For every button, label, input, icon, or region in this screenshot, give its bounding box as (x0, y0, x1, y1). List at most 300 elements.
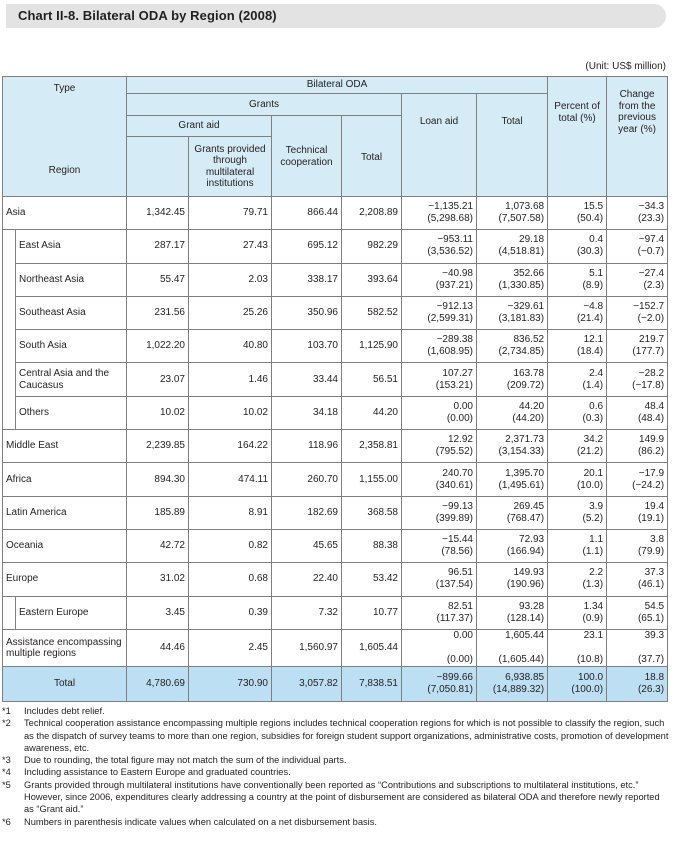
loan-aid-value (402, 430, 477, 463)
change-value (607, 230, 668, 263)
footnote-mark: *1 (2, 706, 11, 716)
multilateral-value: 164.22 (189, 430, 272, 463)
percent-value-gross: 0.6 (589, 400, 604, 412)
multilateral-value: 474.11 (189, 463, 272, 496)
change-value-gross: 3.8 (650, 534, 665, 546)
percent-value-net: (1.4) (582, 379, 604, 391)
region-name: East Asia (16, 230, 127, 263)
technical-cooperation-value: 22.40 (272, 563, 342, 596)
loan-aid-value-net: (795.52) (435, 446, 473, 458)
footnote-mark: *5 (2, 779, 11, 790)
indent-spacer (3, 396, 16, 429)
percent-value-net: (100.0) (571, 683, 604, 695)
percent-value (548, 263, 607, 296)
loan-aid-value-gross: 240.70 (442, 467, 473, 479)
change-value-net: (19.1) (637, 512, 665, 524)
percent-value-gross: 20.1 (583, 467, 604, 479)
loan-aid-value-gross: −99.13 (442, 500, 473, 512)
footnote-text: Including assistance to Eastern Europe and graduated countries. (24, 767, 291, 778)
total-value (477, 363, 548, 396)
grants-total-value: 44.20 (342, 396, 402, 429)
technical-cooperation-value: 33.44 (272, 363, 342, 396)
grant-aid-value: 3.45 (127, 596, 189, 629)
table-row (3, 496, 668, 529)
loan-aid-value-gross: 96.51 (447, 567, 473, 579)
loan-aid-value-gross: −899.66 (436, 671, 473, 683)
percent-value (548, 463, 607, 496)
percent-value (548, 296, 607, 329)
change-value (607, 430, 668, 463)
percent-value-gross: 0.4 (589, 234, 604, 246)
multilateral-value: 1.46 (189, 363, 272, 396)
loan-aid-value-net: (340.61) (435, 479, 473, 491)
region-name: Middle East (3, 430, 127, 463)
percent-value (548, 330, 607, 363)
total-header: Total (477, 94, 548, 197)
footnotes (2, 705, 670, 828)
change-value-net: (−0.7) (637, 246, 665, 258)
footnote-mark: *3 (2, 755, 11, 766)
region-name: Assistance encompassing multiple regions (3, 629, 127, 666)
grant-aid-value: 894.30 (127, 463, 189, 496)
total-value (477, 496, 548, 529)
table-row (3, 363, 668, 396)
percent-value-gross: 1.1 (589, 534, 604, 546)
total-value (477, 330, 548, 363)
grants-total-value: 982.29 (342, 230, 402, 263)
grants-total-value: 53.42 (342, 563, 402, 596)
grants-total-value: 368.58 (342, 496, 402, 529)
region-name: Europe (3, 563, 127, 596)
grants-total-value: 2,358.81 (342, 430, 402, 463)
change-value-gross: −28.2 (638, 367, 665, 379)
total-value-gross: 72.93 (519, 534, 545, 546)
percent-value-net: (1.1) (582, 546, 604, 558)
percent-value-gross: 100.0 (578, 671, 604, 683)
loan-aid-value (402, 396, 477, 429)
total-value-net: (166.94) (506, 546, 545, 558)
change-value-net: (48.4) (637, 412, 665, 424)
indent-spacer (3, 230, 16, 263)
grant-aid-value: 2,239.85 (127, 430, 189, 463)
multilateral-value: 0.68 (189, 563, 272, 596)
change-value (607, 529, 668, 562)
percent-value (548, 529, 607, 562)
table-row (3, 197, 668, 230)
percent-value-gross: 3.9 (589, 500, 604, 512)
loan-aid-value (402, 296, 477, 329)
total-value (477, 596, 548, 629)
total-value-gross: 29.18 (519, 234, 545, 246)
change-value-net: (23.3) (637, 213, 665, 225)
technical-cooperation-value: 866.44 (272, 197, 342, 230)
percent-value (548, 430, 607, 463)
percent-value (548, 197, 607, 230)
loan-aid-value (402, 230, 477, 263)
region-name: South Asia (16, 330, 127, 363)
table-row (3, 596, 668, 629)
total-row (3, 666, 668, 701)
loan-aid-value-net: (3,536.52) (427, 246, 473, 258)
grant-aid-value: 4,780.69 (127, 666, 189, 701)
footnote (2, 705, 670, 717)
change-value-gross: 19.4 (644, 500, 665, 512)
total-value-net: (4,518.81) (498, 246, 545, 258)
indent-spacer (3, 363, 16, 396)
change-value-net: (65.1) (637, 612, 665, 624)
loan-aid-value-gross: −912.13 (436, 301, 473, 313)
total-value-gross: 93.28 (519, 600, 545, 612)
region-label: Region (48, 164, 81, 176)
change-value (607, 496, 668, 529)
percent-value-gross: 12.1 (583, 334, 604, 346)
technical-cooperation-value: 1,560.97 (272, 629, 342, 666)
change-value (607, 629, 668, 666)
percent-value (548, 629, 607, 666)
grant-aid-value: 231.56 (127, 296, 189, 329)
loan-aid-value-gross: 107.27 (442, 367, 473, 379)
change-value-gross: −152.7 (633, 301, 665, 313)
percent-value (548, 666, 607, 701)
percent-value-net: (30.3) (576, 246, 604, 258)
table-row (3, 463, 668, 496)
total-value-net: (14,889.32) (492, 683, 545, 695)
change-value (607, 296, 668, 329)
total-value (477, 230, 548, 263)
type-region-header (3, 77, 127, 197)
total-value-net: (128.14) (506, 612, 545, 624)
change-value-gross: 54.5 (644, 600, 665, 612)
percent-value-net: (18.4) (576, 346, 604, 358)
total-value (477, 296, 548, 329)
percent-value-net: (10.8) (576, 653, 604, 665)
percent-value (548, 496, 607, 529)
percent-value-gross: 23.1 (583, 629, 604, 641)
total-value (477, 197, 548, 230)
change-value-gross: −27.4 (638, 267, 665, 279)
grant-aid-value: 287.17 (127, 230, 189, 263)
multilateral-value: 10.02 (189, 396, 272, 429)
total-value-gross: 269.45 (513, 500, 545, 512)
total-value (477, 396, 548, 429)
grant-aid-value: 42.72 (127, 529, 189, 562)
grants-total-value: 7,838.51 (342, 666, 402, 701)
total-value-net: (1,495.61) (498, 479, 545, 491)
change-value-net: (−17.8) (632, 379, 665, 391)
loan-aid-value-gross: 0.00 (453, 629, 473, 641)
grants-total-value: 56.51 (342, 363, 402, 396)
footnote-mark: *6 (2, 816, 11, 827)
chart-title-bar (6, 4, 666, 28)
footnote-text: Due to rounding, the total figure may not match the sum of the individual parts. (24, 755, 347, 766)
grant-aid-value: 23.07 (127, 363, 189, 396)
bilateral-oda-table (2, 76, 668, 702)
footnote-text: Grants provided through multilateral institutions have conventionally been reported as “Contributions and subscriptions to multilateral institutions, etc.” However, since 2006, expenditures clearly addressing a country at the point of disbursement are considered as bilateral ODA and therefore newly reported as “Grant aid.” (24, 779, 660, 815)
change-value (607, 666, 668, 701)
table-row (3, 296, 668, 329)
technical-cooperation-value: 350.96 (272, 296, 342, 329)
change-value-gross: 39.3 (644, 629, 665, 641)
total-value-gross: 6,938.85 (505, 671, 545, 683)
region-name: Oceania (3, 529, 127, 562)
loan-aid-value (402, 596, 477, 629)
total-value-net: (768.47) (506, 512, 545, 524)
change-value (607, 463, 668, 496)
percent-value (548, 396, 607, 429)
percent-value-net: (1.3) (582, 579, 604, 591)
grant-aid-value: 1,342.45 (127, 197, 189, 230)
percent-value-gross: 2.4 (589, 367, 604, 379)
multilateral-value: 25.26 (189, 296, 272, 329)
change-value-net: (86.2) (637, 446, 665, 458)
grant-aid-value: 55.47 (127, 263, 189, 296)
multilateral-value: 0.82 (189, 529, 272, 562)
table-row (3, 629, 668, 666)
change-value (607, 396, 668, 429)
loan-aid-value-gross: −289.38 (436, 334, 473, 346)
region-name: Total (3, 666, 127, 701)
loan-aid-value-gross: −15.44 (442, 534, 473, 546)
change-value-net: (26.3) (637, 683, 665, 695)
total-value (477, 263, 548, 296)
multilateral-value: 79.71 (189, 197, 272, 230)
grant-aid-subcol (127, 137, 189, 197)
region-name: Southeast Asia (16, 296, 127, 329)
footnote (2, 717, 670, 754)
grant-aid-header: Grant aid (127, 116, 272, 137)
loan-aid-value-net: (78.56) (441, 546, 473, 558)
percent-value (548, 596, 607, 629)
change-value (607, 596, 668, 629)
footnote-text: Numbers in parenthesis indicate values when calculated on a net disbursement basis. (24, 816, 377, 827)
total-value-gross: 1,395.70 (505, 467, 545, 479)
multilateral-value: 8.91 (189, 496, 272, 529)
change-value-gross: 219.7 (639, 334, 665, 346)
loan-aid-value (402, 363, 477, 396)
footnote-mark: *4 (2, 767, 11, 778)
percent-value-net: (8.9) (582, 279, 604, 291)
change-value-net: (−24.2) (632, 479, 665, 491)
indent-spacer (3, 263, 16, 296)
change-value-gross: 37.3 (644, 567, 665, 579)
percent-value-net: (21.2) (576, 446, 604, 458)
total-value (477, 463, 548, 496)
change-value-net: (2.3) (643, 279, 665, 291)
percent-value-gross: 5.1 (589, 267, 604, 279)
total-value (477, 629, 548, 666)
change-value-gross: −17.9 (638, 467, 665, 479)
footnote (2, 816, 670, 828)
chart-title: Chart II-8. Bilateral ODA by Region (2008) (18, 8, 277, 23)
percent-header: Percent of total (%) (548, 77, 607, 197)
loan-aid-value-net: (137.54) (435, 579, 473, 591)
change-value-gross: 48.4 (644, 400, 665, 412)
total-value-gross: 44.20 (519, 400, 545, 412)
loan-aid-value-net: (5,298.68) (427, 213, 473, 225)
loan-aid-value-gross: 82.51 (447, 600, 473, 612)
total-value (477, 430, 548, 463)
loan-aid-value-gross: 12.92 (447, 434, 473, 446)
region-name: Others (16, 396, 127, 429)
technical-cooperation-value: 338.17 (272, 263, 342, 296)
percent-value-net: (21.4) (576, 313, 604, 325)
table-row (3, 263, 668, 296)
loan-aid-value-net: (0.00) (446, 412, 473, 424)
change-value (607, 330, 668, 363)
region-name: Africa (3, 463, 127, 496)
change-value-net: (177.7) (632, 346, 665, 358)
grant-aid-value: 44.46 (127, 629, 189, 666)
region-name: Asia (3, 197, 127, 230)
indent-spacer (3, 596, 16, 629)
footnote-text: Includes debt relief. (24, 706, 105, 716)
grants-total-header: Total (342, 116, 402, 197)
table-row (3, 430, 668, 463)
percent-value (548, 230, 607, 263)
total-value-gross: 836.52 (513, 334, 545, 346)
loan-aid-value-net: (117.37) (436, 612, 473, 624)
grants-header: Grants (127, 94, 402, 116)
percent-value-net: (0.9) (582, 612, 604, 624)
total-value-net: (3,154.33) (498, 446, 545, 458)
loan-aid-value (402, 629, 477, 666)
multilateral-value: 2.45 (189, 629, 272, 666)
total-value (477, 529, 548, 562)
multilateral-header: Grants provided through multilateral institutions (189, 137, 272, 197)
technical-cooperation-value: 45.65 (272, 529, 342, 562)
percent-value-gross: 2.2 (589, 567, 604, 579)
percent-value (548, 563, 607, 596)
grants-total-value: 88.38 (342, 529, 402, 562)
indent-spacer (3, 330, 16, 363)
table-row (3, 563, 668, 596)
footnote-mark: *2 (2, 718, 11, 729)
loan-aid-value-net: (2,599.31) (427, 313, 473, 325)
change-value (607, 263, 668, 296)
change-value-gross: 149.9 (639, 434, 665, 446)
footnote-text: Technical cooperation assistance encompassing multiple regions includes technical cooperation regions for which is not possible to classify the region, such as the dispatch of survey teams to more than one region, subsidies for foreign student support organizations, administrative costs, promotion of development awareness, etc. (24, 718, 669, 753)
loan-aid-value (402, 666, 477, 701)
total-value (477, 563, 548, 596)
loan-aid-value-net: (399.89) (435, 512, 473, 524)
technical-cooperation-value: 182.69 (272, 496, 342, 529)
bilateral-oda-header: Bilateral ODA (127, 77, 548, 94)
technical-cooperation-value: 695.12 (272, 230, 342, 263)
unit-label: (Unit: US$ million) (585, 61, 666, 72)
indent-spacer (3, 296, 16, 329)
multilateral-value: 730.90 (189, 666, 272, 701)
multilateral-value: 2.03 (189, 263, 272, 296)
loan-aid-value (402, 529, 477, 562)
grants-total-value: 2,208.89 (342, 197, 402, 230)
percent-value-gross: 34.2 (583, 434, 604, 446)
loan-aid-value-gross: 0.00 (453, 400, 473, 412)
type-label: Type (53, 83, 76, 94)
technical-cooperation-value: 103.70 (272, 330, 342, 363)
loan-aid-value (402, 496, 477, 529)
table-row (3, 396, 668, 429)
loan-aid-value (402, 330, 477, 363)
total-value-gross: 2,371.73 (505, 434, 545, 446)
technical-cooperation-value: 3,057.82 (272, 666, 342, 701)
multilateral-value: 40.80 (189, 330, 272, 363)
change-value-gross: −97.4 (638, 234, 665, 246)
total-value-net: (1,605.44) (498, 653, 545, 665)
footnote (2, 779, 670, 816)
percent-value-gross: 15.5 (583, 201, 604, 213)
technical-cooperation-value: 260.70 (272, 463, 342, 496)
loan-aid-value-net: (153.21) (435, 379, 473, 391)
loan-aid-value (402, 197, 477, 230)
loan-aid-value-net: (1,608.95) (427, 346, 473, 358)
total-value-gross: −329.61 (507, 301, 545, 313)
grants-total-value: 1,605.44 (342, 629, 402, 666)
loan-aid-value-net: (937.21) (435, 279, 473, 291)
change-value (607, 563, 668, 596)
total-value-net: (209.72) (506, 379, 545, 391)
footnote (2, 766, 670, 778)
technical-cooperation-value: 118.96 (272, 430, 342, 463)
loan-aid-value (402, 463, 477, 496)
region-name: Northeast Asia (16, 263, 127, 296)
percent-value-net: (50.4) (576, 213, 604, 225)
total-value-net: (3,181.83) (498, 313, 545, 325)
change-value-net: (46.1) (637, 579, 665, 591)
grant-aid-value: 1,022.20 (127, 330, 189, 363)
total-value-gross: 149.93 (513, 567, 545, 579)
loan-aid-value (402, 263, 477, 296)
percent-value-net: (0.3) (582, 412, 604, 424)
percent-value-net: (5.2) (582, 512, 604, 524)
total-value-gross: 163.78 (513, 367, 545, 379)
grants-total-value: 1,125.90 (342, 330, 402, 363)
total-value-net: (2,734.85) (498, 346, 545, 358)
percent-value (548, 363, 607, 396)
change-value-net: (79.9) (637, 546, 665, 558)
total-value-gross: 352.66 (513, 267, 545, 279)
total-value-net: (7,507.58) (498, 213, 545, 225)
grant-aid-value: 10.02 (127, 396, 189, 429)
multilateral-value: 0.39 (189, 596, 272, 629)
table-row (3, 330, 668, 363)
table-body (3, 197, 668, 702)
total-value-gross: 1,605.44 (505, 629, 545, 641)
grants-total-value: 393.64 (342, 263, 402, 296)
loan-aid-value-gross: −953.11 (437, 234, 473, 246)
change-value-net: (−2.0) (637, 313, 665, 325)
percent-value-gross: −4.8 (583, 301, 604, 313)
table-row (3, 230, 668, 263)
grants-total-value: 582.52 (342, 296, 402, 329)
loan-aid-value-net: (0.00) (446, 653, 473, 665)
percent-value-net: (10.0) (576, 479, 604, 491)
change-value-net: (37.7) (637, 653, 665, 665)
loan-aid-value-gross: −1,135.21 (428, 201, 473, 213)
change-value-gross: −34.3 (638, 201, 665, 213)
percent-value-gross: 1.34 (583, 600, 604, 612)
loan-aid-value-net: (7,050.81) (427, 683, 473, 695)
technical-cooperation-value: 7.32 (272, 596, 342, 629)
region-name: Latin America (3, 496, 127, 529)
total-value (477, 666, 548, 701)
change-value-gross: 18.8 (644, 671, 665, 683)
grant-aid-value: 31.02 (127, 563, 189, 596)
region-name: Eastern Europe (16, 596, 127, 629)
technical-cooperation-header: Technical cooperation (272, 116, 342, 197)
grant-aid-value: 185.89 (127, 496, 189, 529)
total-value-net: (190.96) (506, 579, 545, 591)
total-value-gross: 1,073.68 (505, 201, 545, 213)
